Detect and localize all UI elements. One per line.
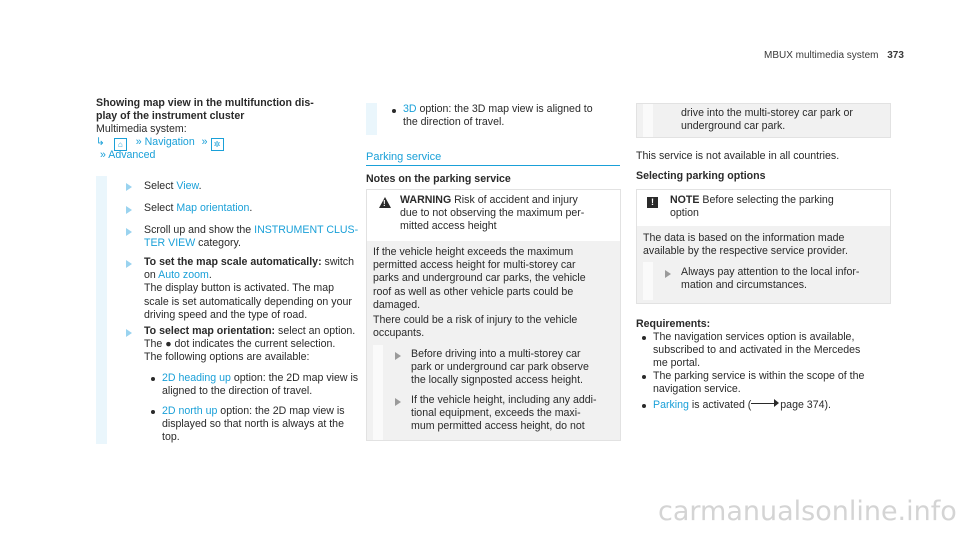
warning-step-1: Before driving into a multi-storey car park or underground car park observe the locally signposted access height.: [411, 348, 589, 387]
note-body: The data is based on the information made available by the respective service provider.: [643, 232, 848, 258]
step-select-view: Select View.: [144, 180, 202, 192]
navigation-link[interactable]: Navigation: [144, 136, 195, 148]
instrument-cluster-link[interactable]: INSTRUMENT CLUS-: [254, 224, 359, 236]
warning-heading: WARNING Risk of accident and injury due to not observing the maximum per- mitted access height: [400, 194, 585, 233]
view-link[interactable]: View: [176, 180, 199, 192]
bullet: [642, 336, 646, 340]
warning-body-2: There could be a risk of injury to the vehicle occupants.: [373, 314, 578, 340]
advanced-link[interactable]: Advanced: [108, 149, 156, 161]
settings-icon[interactable]: ✲: [211, 138, 224, 151]
page-ref-arrow-icon[interactable]: [751, 403, 777, 404]
step-bar: [96, 176, 107, 444]
section-divider: [366, 165, 620, 166]
requirement-2: The parking service is within the scope of the navigation service.: [653, 370, 865, 396]
warning-box: [366, 189, 621, 441]
menu-path-advanced: [100, 149, 155, 162]
page-number: 373: [887, 50, 904, 61]
note-step-bar: [643, 262, 653, 300]
step-select-map-orientation: Select Map orientation.: [144, 202, 253, 214]
step-arrow-icon: [126, 206, 132, 214]
step-arrow-icon: [395, 398, 401, 406]
availability-text: This service is not available in all countries.: [636, 150, 840, 162]
map-orientation-link[interactable]: Map orientation: [176, 202, 250, 214]
step-bar: [366, 103, 377, 135]
note-box: [636, 189, 891, 304]
notes-title: Notes on the parking service: [366, 173, 511, 185]
2d-heading-up-link[interactable]: 2D heading up: [162, 372, 231, 384]
step-instrument-cluster: Scroll up and show the INSTRUMENT CLUS- TER VIEW category.: [144, 224, 359, 250]
header-section: [764, 49, 904, 62]
home-icon[interactable]: ⌂: [114, 138, 127, 151]
step-arrow-icon: [126, 228, 132, 236]
option-2d-heading-up: 2D heading up option: the 2D map view is aligned to the direction of travel.: [162, 372, 359, 398]
bullet: [642, 404, 646, 408]
3d-link[interactable]: 3D: [403, 103, 417, 115]
bullet: [642, 375, 646, 379]
step-map-scale: To set the map scale automatically: switch on Auto zoom. The display button is activated. The map scale is set automatically depending on your driving speed and the type of road.: [144, 256, 354, 321]
watermark: carmanualsonline.info: [658, 496, 957, 527]
path-label: Multimedia system:: [96, 123, 187, 135]
selecting-title: Selecting parking options: [636, 170, 766, 182]
bullet: [392, 109, 396, 113]
warning-body-1: If the vehicle height exceeds the maximum permitted access height for multi-storey car parks and underground car parks, the vehicle roof as well as other vehicle parts could be damaged.: [373, 246, 586, 311]
instrument-cluster-link-cont[interactable]: TER VIEW: [144, 237, 196, 250]
header-section-title: MBUX multimedia system: [764, 50, 879, 61]
requirements-title: Requirements:: [636, 318, 711, 330]
step-arrow-icon: [395, 352, 401, 360]
2d-north-up-link[interactable]: 2D north up: [162, 405, 218, 417]
chevron-icon: »: [100, 149, 106, 161]
page-title: Showing map view in the multifunction dis- play of the instrument cluster: [96, 97, 314, 123]
step-arrow-icon: [126, 183, 132, 191]
bullet: [151, 410, 155, 414]
note-heading: NOTE Before selecting the parking option: [670, 194, 834, 220]
continued-step: drive into the multi-storey car park or underground car park.: [681, 107, 853, 133]
requirement-3: Parking is activated ( page 374).: [653, 399, 831, 411]
step-arrow-icon: [665, 270, 671, 278]
parking-link[interactable]: Parking: [653, 399, 689, 411]
chevron-icon: »: [201, 136, 208, 148]
note-icon: !: [647, 197, 658, 208]
step-arrow-icon: [126, 260, 132, 268]
section-title: Parking service: [366, 151, 442, 163]
warning-step-bar: [373, 345, 383, 440]
step-map-orientation: To select map orientation: select an option. The ● dot indicates the current selection. The following options are available:: [144, 325, 356, 364]
note-step: Always pay attention to the local infor- mation and circumstances.: [681, 266, 860, 292]
chevron-icon: »: [135, 136, 142, 148]
option-2d-north-up: 2D north up option: the 2D map view is displayed so that north is always at the top.: [162, 405, 345, 444]
auto-zoom-link[interactable]: Auto zoom: [158, 269, 209, 282]
step-arrow-icon: [126, 329, 132, 337]
warning-step-2: If the vehicle height, including any addi- tional equipment, exceeds the maxi- mum permitted access height, do not: [411, 394, 597, 433]
arrow-right-icon: ↳: [96, 136, 105, 148]
requirement-1: The navigation services option is available, subscribed to and activated in the Mercedes me portal.: [653, 331, 861, 370]
continued-warning-box: [636, 103, 891, 138]
option-3d: 3D option: the 3D map view is aligned to the direction of travel.: [403, 103, 593, 129]
continued-step-bar: [643, 104, 653, 137]
bullet: [151, 377, 155, 381]
warning-icon-mark: !: [383, 199, 386, 208]
